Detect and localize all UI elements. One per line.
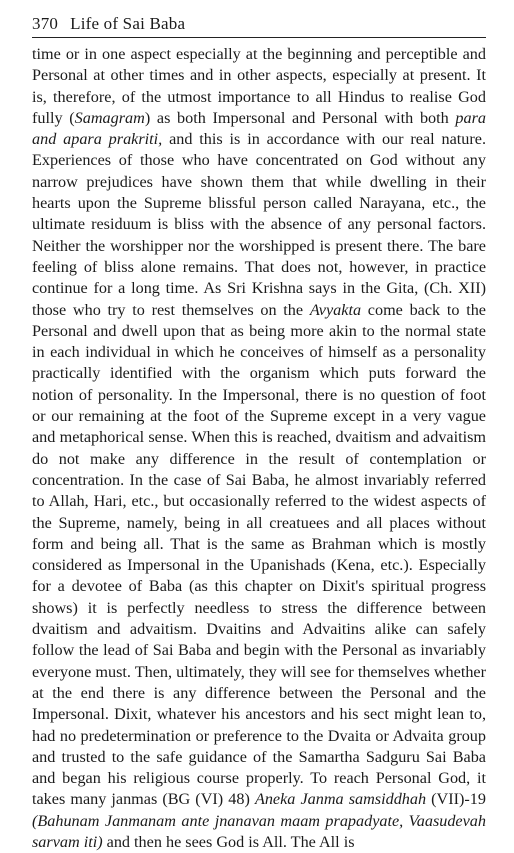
running-header: [32, 14, 486, 38]
italic-term: Aneka Janma samsiddhah: [254, 790, 427, 809]
text-run: come back to the Personal and dwell upon that as being more akin to the normal state in each individual in which he conceives of himself as a personality practically identified with the organism which puts forward the notion of personality. In the Impersonal, there is no question of foot or our remaining at the foot of the Supreme except in a very vague and metaphorical sense. When this is reached, dvaitism and advaitism do not make any difference in the result of contemplation or concentration. In the case of Sai Baba, he almost invariably referred to Allah, Hari, etc., but occasionally referred to the widest aspects of the Supreme, namely, being in all creatuees and all places without form and being all. That is the same as Brahman which is mostly considered as Impersonal in the Upanishads (Kena, etc.). Especially for a devotee of Baba (as this chapter on Dixit's spiritual progress shows) it is perfectly needless to stress the difference between dvaitism and advaitism. Dvaitins and Advaitins alike can safely follow the lead of Sai Baba and begin with the Personal as invariably everyone must. Then, ultimately, they will see for themselves whether at the end there is any difference between the Personal and the Impersonal. Dixit, whatever his ancestors and his sect might lean to, had no predetermination or preference to the Dvaita or Advaita group and trusted to the safe guidance of the Samartha Sadguru Sai Baba and began his religious course properly. To reach Personal God, it takes many janmas (BG (VI) 48): [32, 300, 486, 809]
text-run: time or in one aspect especially at the beginning and perceptible and Personal at other times and in other aspects, especially at present. It is, therefore, of the utmost importance to all Hindus to realise God fully (: [32, 45, 486, 127]
italic-term: (Bahunam Janmanam ante jnanavan maam prapadyate, Vaasudevah sarvam iti): [32, 811, 486, 851]
text-run: (VII)-19: [426, 790, 486, 809]
italic-term: Samagram: [74, 108, 145, 127]
text-run: ) as both Impersonal and Personal with both: [144, 108, 456, 127]
italic-term: Avyakta: [309, 300, 362, 319]
text-run: and then he sees God is All. The All is: [102, 832, 355, 851]
running-title: Life of Sai Baba: [70, 14, 186, 33]
body-paragraph: [32, 44, 486, 853]
page-number: 370: [32, 14, 59, 33]
text-run: and this is in accordance with our real nature. Experiences of those who have concentrated on God without any narrow prejudices have shown them that while dwelling in their hearts upon the Supreme blissful person called Narayana, etc., the ultimate residuum is bliss with the absence of any personal factors. Neither the worshipper nor the worshipped is present there. The bare feeling of bliss alone remains. That does not, however, in practice continue for a long time. As Sri Krishna says in the Gita, (Ch. XII) those who try to rest themselves on the: [32, 130, 486, 319]
italic-term: para and apara prakriti,: [32, 108, 487, 149]
book-page: [32, 14, 486, 853]
